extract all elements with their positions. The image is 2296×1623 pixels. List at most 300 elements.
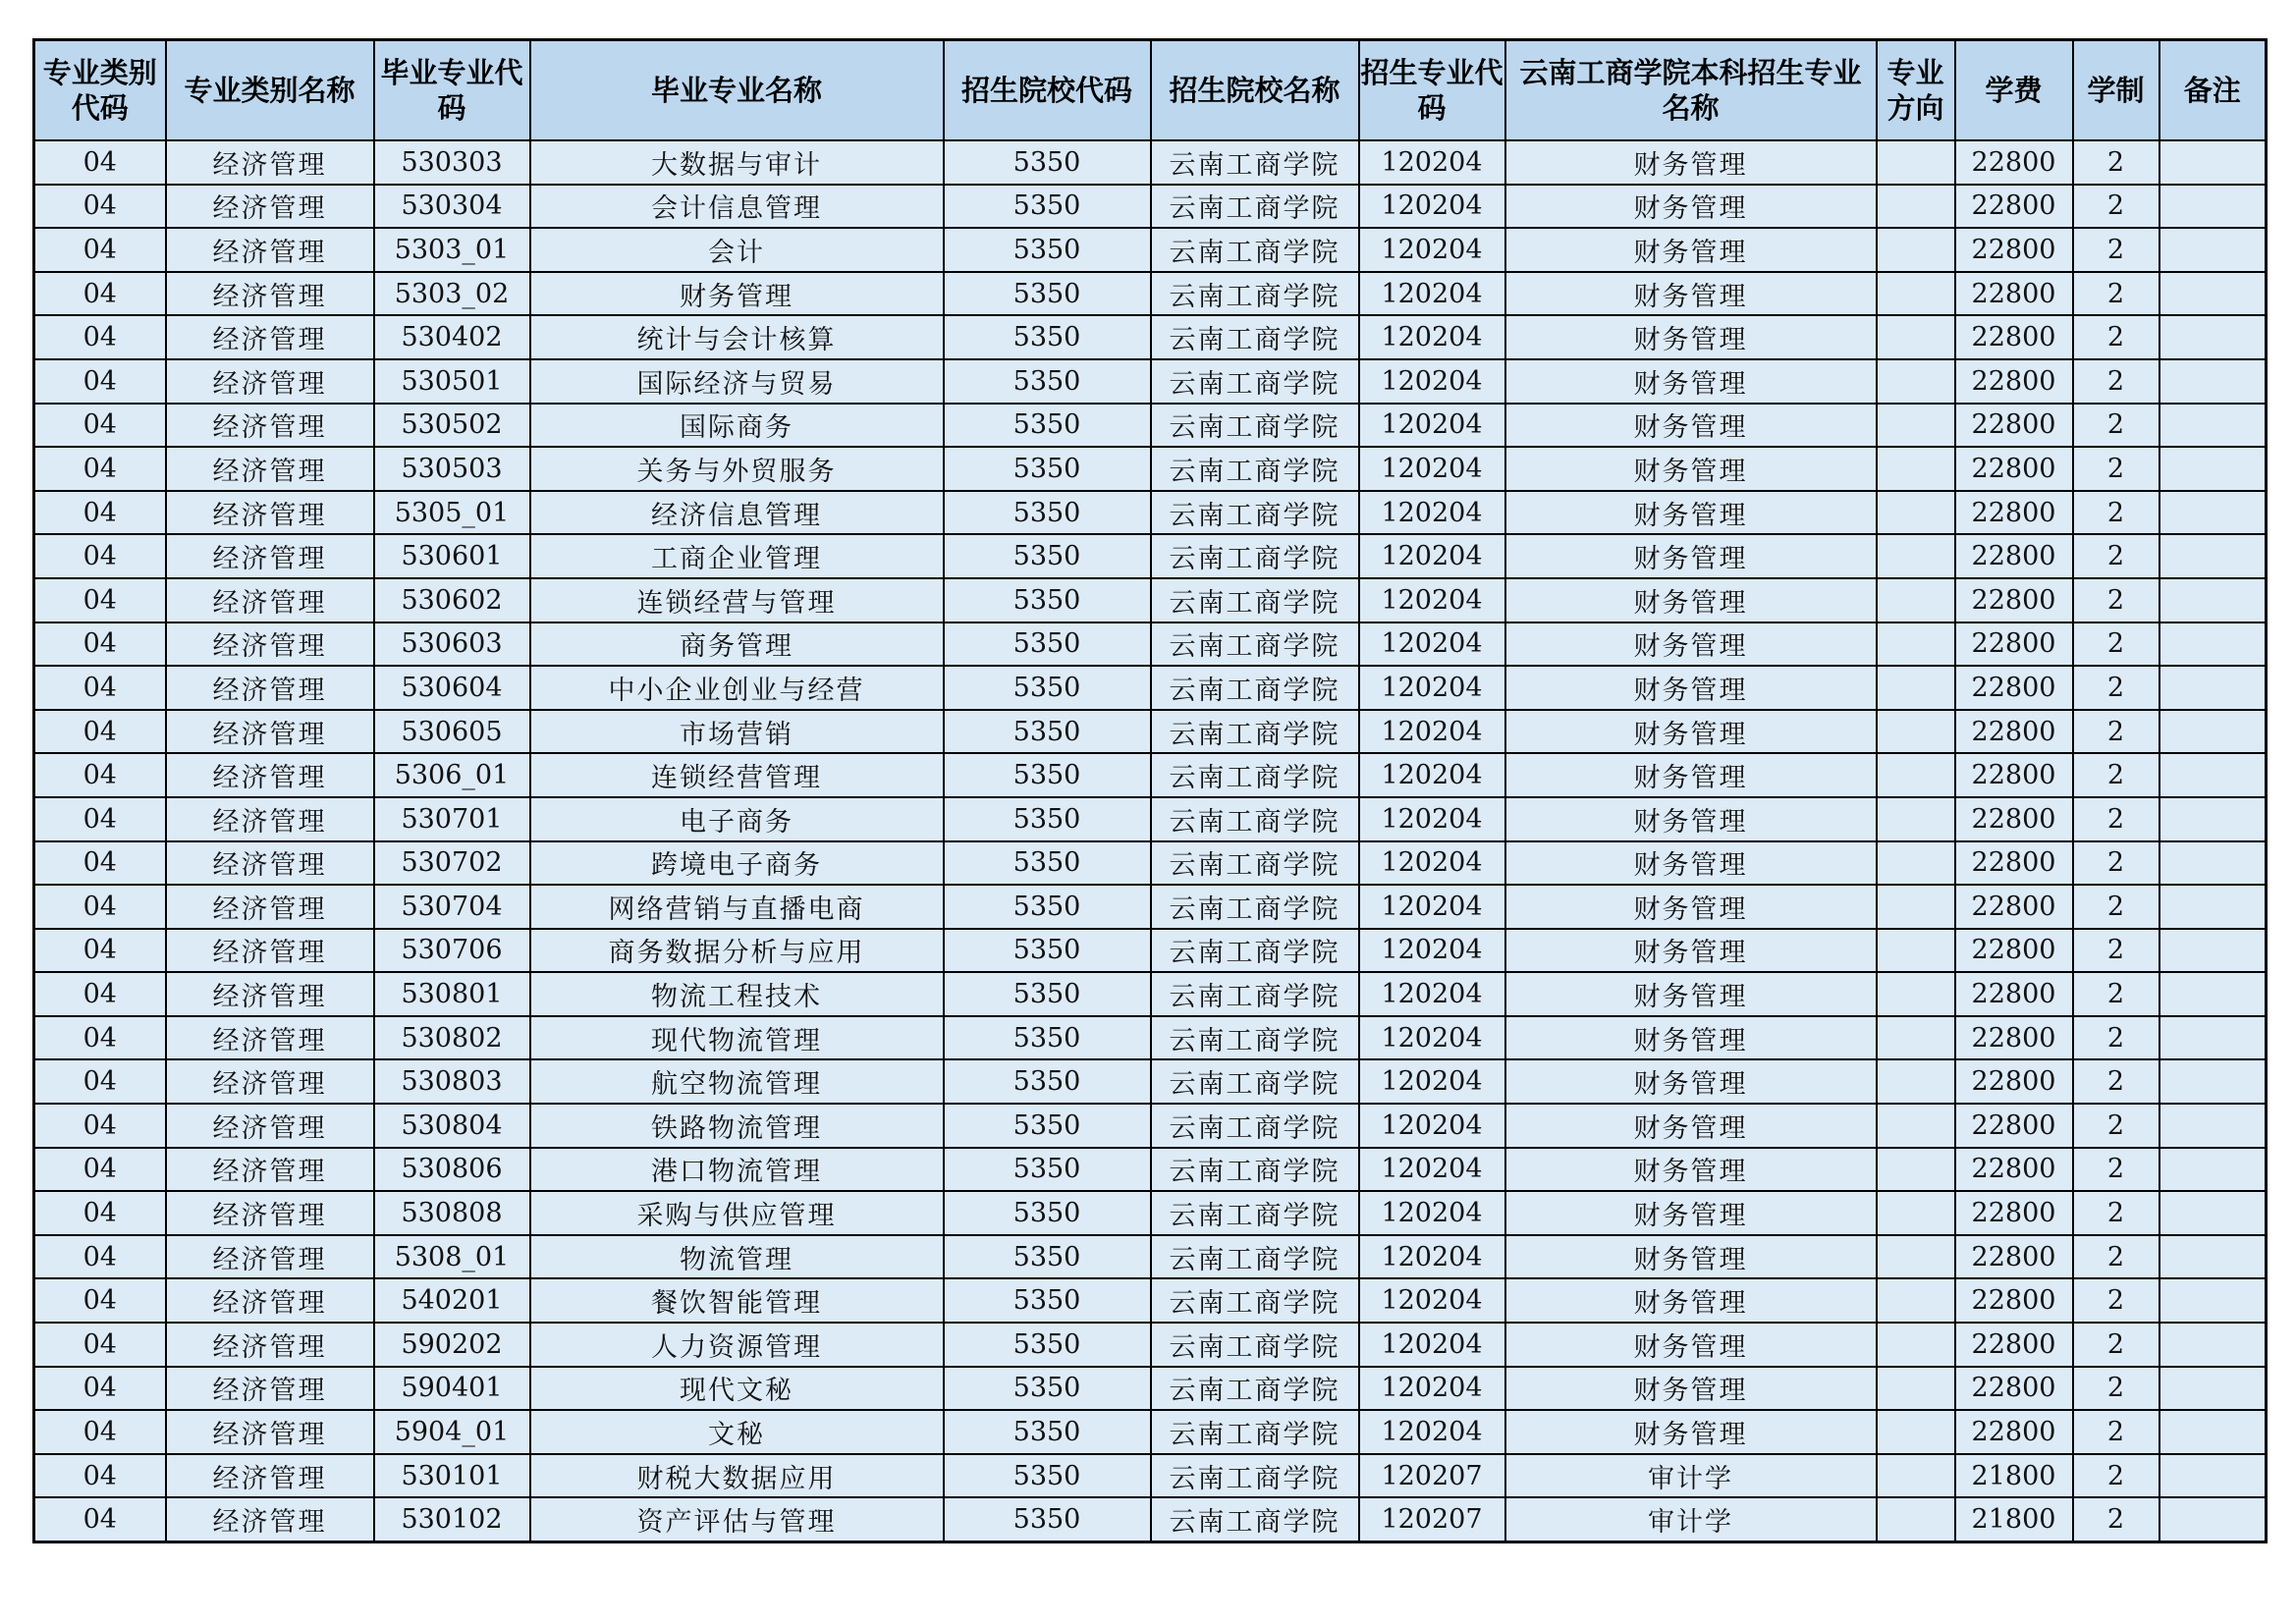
enroll-major-code-cell: 120204 [1359, 1104, 1505, 1148]
duration-cell: 2 [2073, 1497, 2159, 1542]
category-code-cell: 04 [34, 1454, 166, 1498]
admissions-table-container [32, 38, 2265, 1543]
tuition-cell: 22800 [1955, 1104, 2073, 1148]
category-name-cell: 经济管理 [166, 1278, 374, 1323]
enroll-major-code-cell: 120204 [1359, 404, 1505, 448]
category-code-cell: 04 [34, 666, 166, 710]
category-name-cell: 经济管理 [166, 1191, 374, 1235]
duration-cell: 2 [2073, 841, 2159, 886]
direction-cell [1877, 753, 1955, 797]
direction-cell [1877, 929, 1955, 973]
school-name-cell: 云南工商学院 [1151, 1104, 1359, 1148]
category-name-cell: 经济管理 [166, 841, 374, 886]
school-code-cell: 5350 [944, 710, 1151, 754]
category-name-cell: 经济管理 [166, 140, 374, 185]
enroll-major-name-cell: 财务管理 [1505, 1104, 1877, 1148]
remarks-cell [2159, 491, 2267, 535]
category-name-cell: 经济管理 [166, 534, 374, 578]
enroll-major-name-cell: 财务管理 [1505, 1191, 1877, 1235]
duration-cell: 2 [2073, 622, 2159, 667]
table-row [34, 1278, 2267, 1323]
duration-cell: 2 [2073, 753, 2159, 797]
duration-cell: 2 [2073, 228, 2159, 272]
school-name-cell: 云南工商学院 [1151, 140, 1359, 185]
enroll-major-name-cell: 财务管理 [1505, 491, 1877, 535]
remarks-cell [2159, 578, 2267, 622]
duration-cell: 2 [2073, 272, 2159, 316]
school-name-cell: 云南工商学院 [1151, 404, 1359, 448]
grad-major-name-cell: 物流工程技术 [530, 972, 944, 1016]
grad-major-code-cell: 530808 [374, 1191, 530, 1235]
direction-cell [1877, 1148, 1955, 1192]
grad-major-name-cell: 采购与供应管理 [530, 1191, 944, 1235]
duration-cell: 2 [2073, 185, 2159, 229]
school-code-cell: 5350 [944, 1278, 1151, 1323]
admissions-table [32, 38, 2268, 1543]
direction-cell [1877, 622, 1955, 667]
school-name-cell: 云南工商学院 [1151, 1191, 1359, 1235]
remarks-cell [2159, 1148, 2267, 1192]
category-name-cell: 经济管理 [166, 1059, 374, 1104]
grad-major-name-cell: 国际商务 [530, 404, 944, 448]
grad-major-code-cell: 530402 [374, 315, 530, 359]
tuition-cell: 22800 [1955, 885, 2073, 929]
enroll-major-name-cell: 财务管理 [1505, 929, 1877, 973]
remarks-cell [2159, 359, 2267, 404]
grad-major-code-cell: 530601 [374, 534, 530, 578]
enroll-major-code-cell: 120204 [1359, 1148, 1505, 1192]
enroll-major-code-cell: 120204 [1359, 797, 1505, 841]
duration-cell: 2 [2073, 1104, 2159, 1148]
table-row [34, 666, 2267, 710]
category-name-cell: 经济管理 [166, 185, 374, 229]
direction-cell [1877, 1278, 1955, 1323]
category-code-cell: 04 [34, 1367, 166, 1411]
category-code-cell: 04 [34, 1148, 166, 1192]
table-row [34, 622, 2267, 667]
category-name-cell: 经济管理 [166, 315, 374, 359]
enroll-major-name-cell: 财务管理 [1505, 1148, 1877, 1192]
category-code-cell: 04 [34, 972, 166, 1016]
grad-major-code-cell: 530604 [374, 666, 530, 710]
enroll-major-name-cell: 财务管理 [1505, 841, 1877, 886]
grad-major-code-cell: 530801 [374, 972, 530, 1016]
table-row [34, 1235, 2267, 1279]
school-name-cell: 云南工商学院 [1151, 1454, 1359, 1498]
school-code-cell: 5350 [944, 1059, 1151, 1104]
tuition-cell: 22800 [1955, 1016, 2073, 1060]
tuition-cell: 22800 [1955, 929, 2073, 973]
direction-cell [1877, 841, 1955, 886]
school-code-cell: 5350 [944, 1367, 1151, 1411]
tuition-cell: 21800 [1955, 1497, 2073, 1542]
table-row [34, 1016, 2267, 1060]
school-name-cell: 云南工商学院 [1151, 1278, 1359, 1323]
category-code-cell: 04 [34, 1278, 166, 1323]
enroll-major-code-cell: 120204 [1359, 1410, 1505, 1454]
category-code-cell: 04 [34, 447, 166, 491]
enroll-major-code-cell: 120204 [1359, 885, 1505, 929]
tuition-cell: 22800 [1955, 753, 2073, 797]
category-name-cell: 经济管理 [166, 666, 374, 710]
remarks-cell [2159, 1235, 2267, 1279]
enroll-major-name-cell: 财务管理 [1505, 404, 1877, 448]
direction-cell [1877, 710, 1955, 754]
tuition-cell: 22800 [1955, 1323, 2073, 1367]
tuition-cell: 22800 [1955, 491, 2073, 535]
enroll-major-code-cell: 120204 [1359, 666, 1505, 710]
school-name-cell: 云南工商学院 [1151, 753, 1359, 797]
category-code-cell: 04 [34, 1191, 166, 1235]
header-duration: 学制 [2073, 40, 2159, 141]
direction-cell [1877, 1191, 1955, 1235]
enroll-major-code-cell: 120204 [1359, 1278, 1505, 1323]
school-code-cell: 5350 [944, 228, 1151, 272]
direction-cell [1877, 1367, 1955, 1411]
category-name-cell: 经济管理 [166, 1410, 374, 1454]
header-school-code: 招生院校代码 [944, 40, 1151, 141]
grad-major-code-cell: 530304 [374, 185, 530, 229]
duration-cell: 2 [2073, 1367, 2159, 1411]
direction-cell [1877, 1454, 1955, 1498]
school-code-cell: 5350 [944, 140, 1151, 185]
direction-cell [1877, 666, 1955, 710]
tuition-cell: 22800 [1955, 315, 2073, 359]
enroll-major-code-cell: 120204 [1359, 841, 1505, 886]
enroll-major-code-cell: 120204 [1359, 1191, 1505, 1235]
enroll-major-code-cell: 120204 [1359, 185, 1505, 229]
grad-major-code-cell: 530806 [374, 1148, 530, 1192]
duration-cell: 2 [2073, 1016, 2159, 1060]
category-name-cell: 经济管理 [166, 1148, 374, 1192]
duration-cell: 2 [2073, 885, 2159, 929]
direction-cell [1877, 140, 1955, 185]
duration-cell: 2 [2073, 797, 2159, 841]
enroll-major-code-cell: 120204 [1359, 359, 1505, 404]
tuition-cell: 22800 [1955, 447, 2073, 491]
header-category-name: 专业类别名称 [166, 40, 374, 141]
grad-major-code-cell: 530602 [374, 578, 530, 622]
direction-cell [1877, 491, 1955, 535]
enroll-major-name-cell: 审计学 [1505, 1454, 1877, 1498]
category-code-cell: 04 [34, 1410, 166, 1454]
remarks-cell [2159, 1454, 2267, 1498]
header-category-code: 专业类别代码 [34, 40, 166, 141]
enroll-major-name-cell: 审计学 [1505, 1497, 1877, 1542]
duration-cell: 2 [2073, 359, 2159, 404]
direction-cell [1877, 1016, 1955, 1060]
table-row [34, 797, 2267, 841]
enroll-major-code-cell: 120204 [1359, 447, 1505, 491]
category-code-cell: 04 [34, 404, 166, 448]
grad-major-name-cell: 现代文秘 [530, 1367, 944, 1411]
remarks-cell [2159, 1278, 2267, 1323]
tuition-cell: 22800 [1955, 272, 2073, 316]
enroll-major-name-cell: 财务管理 [1505, 885, 1877, 929]
grad-major-name-cell: 经济信息管理 [530, 491, 944, 535]
grad-major-code-cell: 590202 [374, 1323, 530, 1367]
school-name-cell: 云南工商学院 [1151, 447, 1359, 491]
table-row [34, 1497, 2267, 1542]
school-name-cell: 云南工商学院 [1151, 1016, 1359, 1060]
tuition-cell: 22800 [1955, 1367, 2073, 1411]
grad-major-code-cell: 5306_01 [374, 753, 530, 797]
enroll-major-name-cell: 财务管理 [1505, 1323, 1877, 1367]
duration-cell: 2 [2073, 491, 2159, 535]
enroll-major-code-cell: 120204 [1359, 1367, 1505, 1411]
grad-major-code-cell: 5308_01 [374, 1235, 530, 1279]
grad-major-code-cell: 530803 [374, 1059, 530, 1104]
category-code-cell: 04 [34, 185, 166, 229]
tuition-cell: 22800 [1955, 185, 2073, 229]
header-tuition: 学费 [1955, 40, 2073, 141]
table-row [34, 491, 2267, 535]
grad-major-name-cell: 统计与会计核算 [530, 315, 944, 359]
tuition-cell: 22800 [1955, 666, 2073, 710]
duration-cell: 2 [2073, 1278, 2159, 1323]
tuition-cell: 22800 [1955, 622, 2073, 667]
remarks-cell [2159, 1016, 2267, 1060]
remarks-cell [2159, 1104, 2267, 1148]
enroll-major-code-cell: 120204 [1359, 228, 1505, 272]
enroll-major-name-cell: 财务管理 [1505, 272, 1877, 316]
school-name-cell: 云南工商学院 [1151, 578, 1359, 622]
table-row [34, 1323, 2267, 1367]
tuition-cell: 22800 [1955, 534, 2073, 578]
table-row [34, 929, 2267, 973]
school-code-cell: 5350 [944, 404, 1151, 448]
duration-cell: 2 [2073, 1454, 2159, 1498]
enroll-major-code-cell: 120204 [1359, 1323, 1505, 1367]
remarks-cell [2159, 622, 2267, 667]
tuition-cell: 22800 [1955, 1059, 2073, 1104]
remarks-cell [2159, 534, 2267, 578]
enroll-major-code-cell: 120204 [1359, 753, 1505, 797]
grad-major-name-cell: 人力资源管理 [530, 1323, 944, 1367]
remarks-cell [2159, 841, 2267, 886]
enroll-major-name-cell: 财务管理 [1505, 447, 1877, 491]
tuition-cell: 22800 [1955, 578, 2073, 622]
category-name-cell: 经济管理 [166, 228, 374, 272]
table-row [34, 447, 2267, 491]
direction-cell [1877, 404, 1955, 448]
enroll-major-code-cell: 120207 [1359, 1454, 1505, 1498]
category-code-cell: 04 [34, 1235, 166, 1279]
school-code-cell: 5350 [944, 1323, 1151, 1367]
category-name-cell: 经济管理 [166, 753, 374, 797]
grad-major-code-cell: 530501 [374, 359, 530, 404]
school-code-cell: 5350 [944, 447, 1151, 491]
grad-major-name-cell: 电子商务 [530, 797, 944, 841]
grad-major-name-cell: 工商企业管理 [530, 534, 944, 578]
table-row [34, 140, 2267, 185]
tuition-cell: 22800 [1955, 1148, 2073, 1192]
grad-major-name-cell: 大数据与审计 [530, 140, 944, 185]
grad-major-name-cell: 商务管理 [530, 622, 944, 667]
enroll-major-name-cell: 财务管理 [1505, 797, 1877, 841]
school-code-cell: 5350 [944, 753, 1151, 797]
enroll-major-name-cell: 财务管理 [1505, 1410, 1877, 1454]
grad-major-code-cell: 530502 [374, 404, 530, 448]
category-code-cell: 04 [34, 929, 166, 973]
duration-cell: 2 [2073, 1323, 2159, 1367]
category-name-cell: 经济管理 [166, 1235, 374, 1279]
table-row [34, 885, 2267, 929]
duration-cell: 2 [2073, 578, 2159, 622]
school-code-cell: 5350 [944, 841, 1151, 886]
category-code-cell: 04 [34, 359, 166, 404]
duration-cell: 2 [2073, 1059, 2159, 1104]
table-row [34, 185, 2267, 229]
category-name-cell: 经济管理 [166, 929, 374, 973]
grad-major-name-cell: 资产评估与管理 [530, 1497, 944, 1542]
tuition-cell: 22800 [1955, 797, 2073, 841]
grad-major-code-cell: 5904_01 [374, 1410, 530, 1454]
table-header [34, 40, 2267, 141]
remarks-cell [2159, 797, 2267, 841]
category-name-cell: 经济管理 [166, 491, 374, 535]
grad-major-code-cell: 590401 [374, 1367, 530, 1411]
tuition-cell: 22800 [1955, 710, 2073, 754]
enroll-major-name-cell: 财务管理 [1505, 578, 1877, 622]
category-code-cell: 04 [34, 578, 166, 622]
duration-cell: 2 [2073, 1235, 2159, 1279]
enroll-major-code-cell: 120204 [1359, 1235, 1505, 1279]
enroll-major-name-cell: 财务管理 [1505, 1059, 1877, 1104]
table-row [34, 272, 2267, 316]
grad-major-name-cell: 网络营销与直播电商 [530, 885, 944, 929]
category-name-cell: 经济管理 [166, 447, 374, 491]
school-name-cell: 云南工商学院 [1151, 315, 1359, 359]
tuition-cell: 22800 [1955, 1235, 2073, 1279]
category-name-cell: 经济管理 [166, 1367, 374, 1411]
category-name-cell: 经济管理 [166, 1323, 374, 1367]
enroll-major-code-cell: 120204 [1359, 491, 1505, 535]
tuition-cell: 22800 [1955, 228, 2073, 272]
duration-cell: 2 [2073, 140, 2159, 185]
enroll-major-code-cell: 120204 [1359, 534, 1505, 578]
duration-cell: 2 [2073, 315, 2159, 359]
category-code-cell: 04 [34, 315, 166, 359]
category-code-cell: 04 [34, 1016, 166, 1060]
school-code-cell: 5350 [944, 1410, 1151, 1454]
table-row [34, 1059, 2267, 1104]
grad-major-name-cell: 港口物流管理 [530, 1148, 944, 1192]
grad-major-code-cell: 530303 [374, 140, 530, 185]
table-row [34, 228, 2267, 272]
enroll-major-code-cell: 120204 [1359, 315, 1505, 359]
school-name-cell: 云南工商学院 [1151, 1367, 1359, 1411]
enroll-major-name-cell: 财务管理 [1505, 185, 1877, 229]
table-row [34, 315, 2267, 359]
category-code-cell: 04 [34, 228, 166, 272]
table-row [34, 359, 2267, 404]
category-code-cell: 04 [34, 753, 166, 797]
remarks-cell [2159, 447, 2267, 491]
table-row [34, 404, 2267, 448]
school-name-cell: 云南工商学院 [1151, 228, 1359, 272]
school-code-cell: 5350 [944, 1148, 1151, 1192]
grad-major-code-cell: 530701 [374, 797, 530, 841]
grad-major-name-cell: 餐饮智能管理 [530, 1278, 944, 1323]
remarks-cell [2159, 885, 2267, 929]
duration-cell: 2 [2073, 929, 2159, 973]
table-row [34, 1148, 2267, 1192]
enroll-major-code-cell: 120204 [1359, 272, 1505, 316]
school-code-cell: 5350 [944, 315, 1151, 359]
grad-major-name-cell: 文秘 [530, 1410, 944, 1454]
direction-cell [1877, 578, 1955, 622]
enroll-major-name-cell: 财务管理 [1505, 1016, 1877, 1060]
table-row [34, 1191, 2267, 1235]
direction-cell [1877, 1497, 1955, 1542]
school-name-cell: 云南工商学院 [1151, 797, 1359, 841]
duration-cell: 2 [2073, 1148, 2159, 1192]
grad-major-code-cell: 530102 [374, 1497, 530, 1542]
direction-cell [1877, 315, 1955, 359]
category-name-cell: 经济管理 [166, 578, 374, 622]
enroll-major-name-cell: 财务管理 [1505, 534, 1877, 578]
enroll-major-code-cell: 120204 [1359, 929, 1505, 973]
enroll-major-name-cell: 财务管理 [1505, 622, 1877, 667]
school-code-cell: 5350 [944, 1497, 1151, 1542]
school-name-cell: 云南工商学院 [1151, 1323, 1359, 1367]
grad-major-name-cell: 航空物流管理 [530, 1059, 944, 1104]
remarks-cell [2159, 972, 2267, 1016]
category-code-cell: 04 [34, 1059, 166, 1104]
category-name-cell: 经济管理 [166, 359, 374, 404]
header-enroll-major-name: 云南工商学院本科招生专业名称 [1505, 40, 1877, 141]
enroll-major-code-cell: 120204 [1359, 622, 1505, 667]
category-code-cell: 04 [34, 1104, 166, 1148]
enroll-major-code-cell: 120204 [1359, 140, 1505, 185]
table-row [34, 1454, 2267, 1498]
header-row [34, 40, 2267, 141]
enroll-major-name-cell: 财务管理 [1505, 972, 1877, 1016]
category-code-cell: 04 [34, 622, 166, 667]
category-name-cell: 经济管理 [166, 1497, 374, 1542]
header-grad-major-name: 毕业专业名称 [530, 40, 944, 141]
enroll-major-name-cell: 财务管理 [1505, 359, 1877, 404]
remarks-cell [2159, 185, 2267, 229]
enroll-major-code-cell: 120204 [1359, 578, 1505, 622]
duration-cell: 2 [2073, 710, 2159, 754]
school-code-cell: 5350 [944, 491, 1151, 535]
table-row [34, 753, 2267, 797]
grad-major-name-cell: 财税大数据应用 [530, 1454, 944, 1498]
school-code-cell: 5350 [944, 1454, 1151, 1498]
school-code-cell: 5350 [944, 534, 1151, 578]
table-row [34, 1104, 2267, 1148]
table-row [34, 972, 2267, 1016]
table-row [34, 1367, 2267, 1411]
school-name-cell: 云南工商学院 [1151, 1410, 1359, 1454]
direction-cell [1877, 1059, 1955, 1104]
direction-cell [1877, 1104, 1955, 1148]
enroll-major-name-cell: 财务管理 [1505, 1367, 1877, 1411]
school-name-cell: 云南工商学院 [1151, 666, 1359, 710]
enroll-major-code-cell: 120204 [1359, 972, 1505, 1016]
grad-major-code-cell: 530603 [374, 622, 530, 667]
duration-cell: 2 [2073, 534, 2159, 578]
tuition-cell: 22800 [1955, 1191, 2073, 1235]
remarks-cell [2159, 1497, 2267, 1542]
grad-major-name-cell: 现代物流管理 [530, 1016, 944, 1060]
table-body [34, 140, 2267, 1542]
school-code-cell: 5350 [944, 1235, 1151, 1279]
direction-cell [1877, 1323, 1955, 1367]
enroll-major-name-cell: 财务管理 [1505, 315, 1877, 359]
